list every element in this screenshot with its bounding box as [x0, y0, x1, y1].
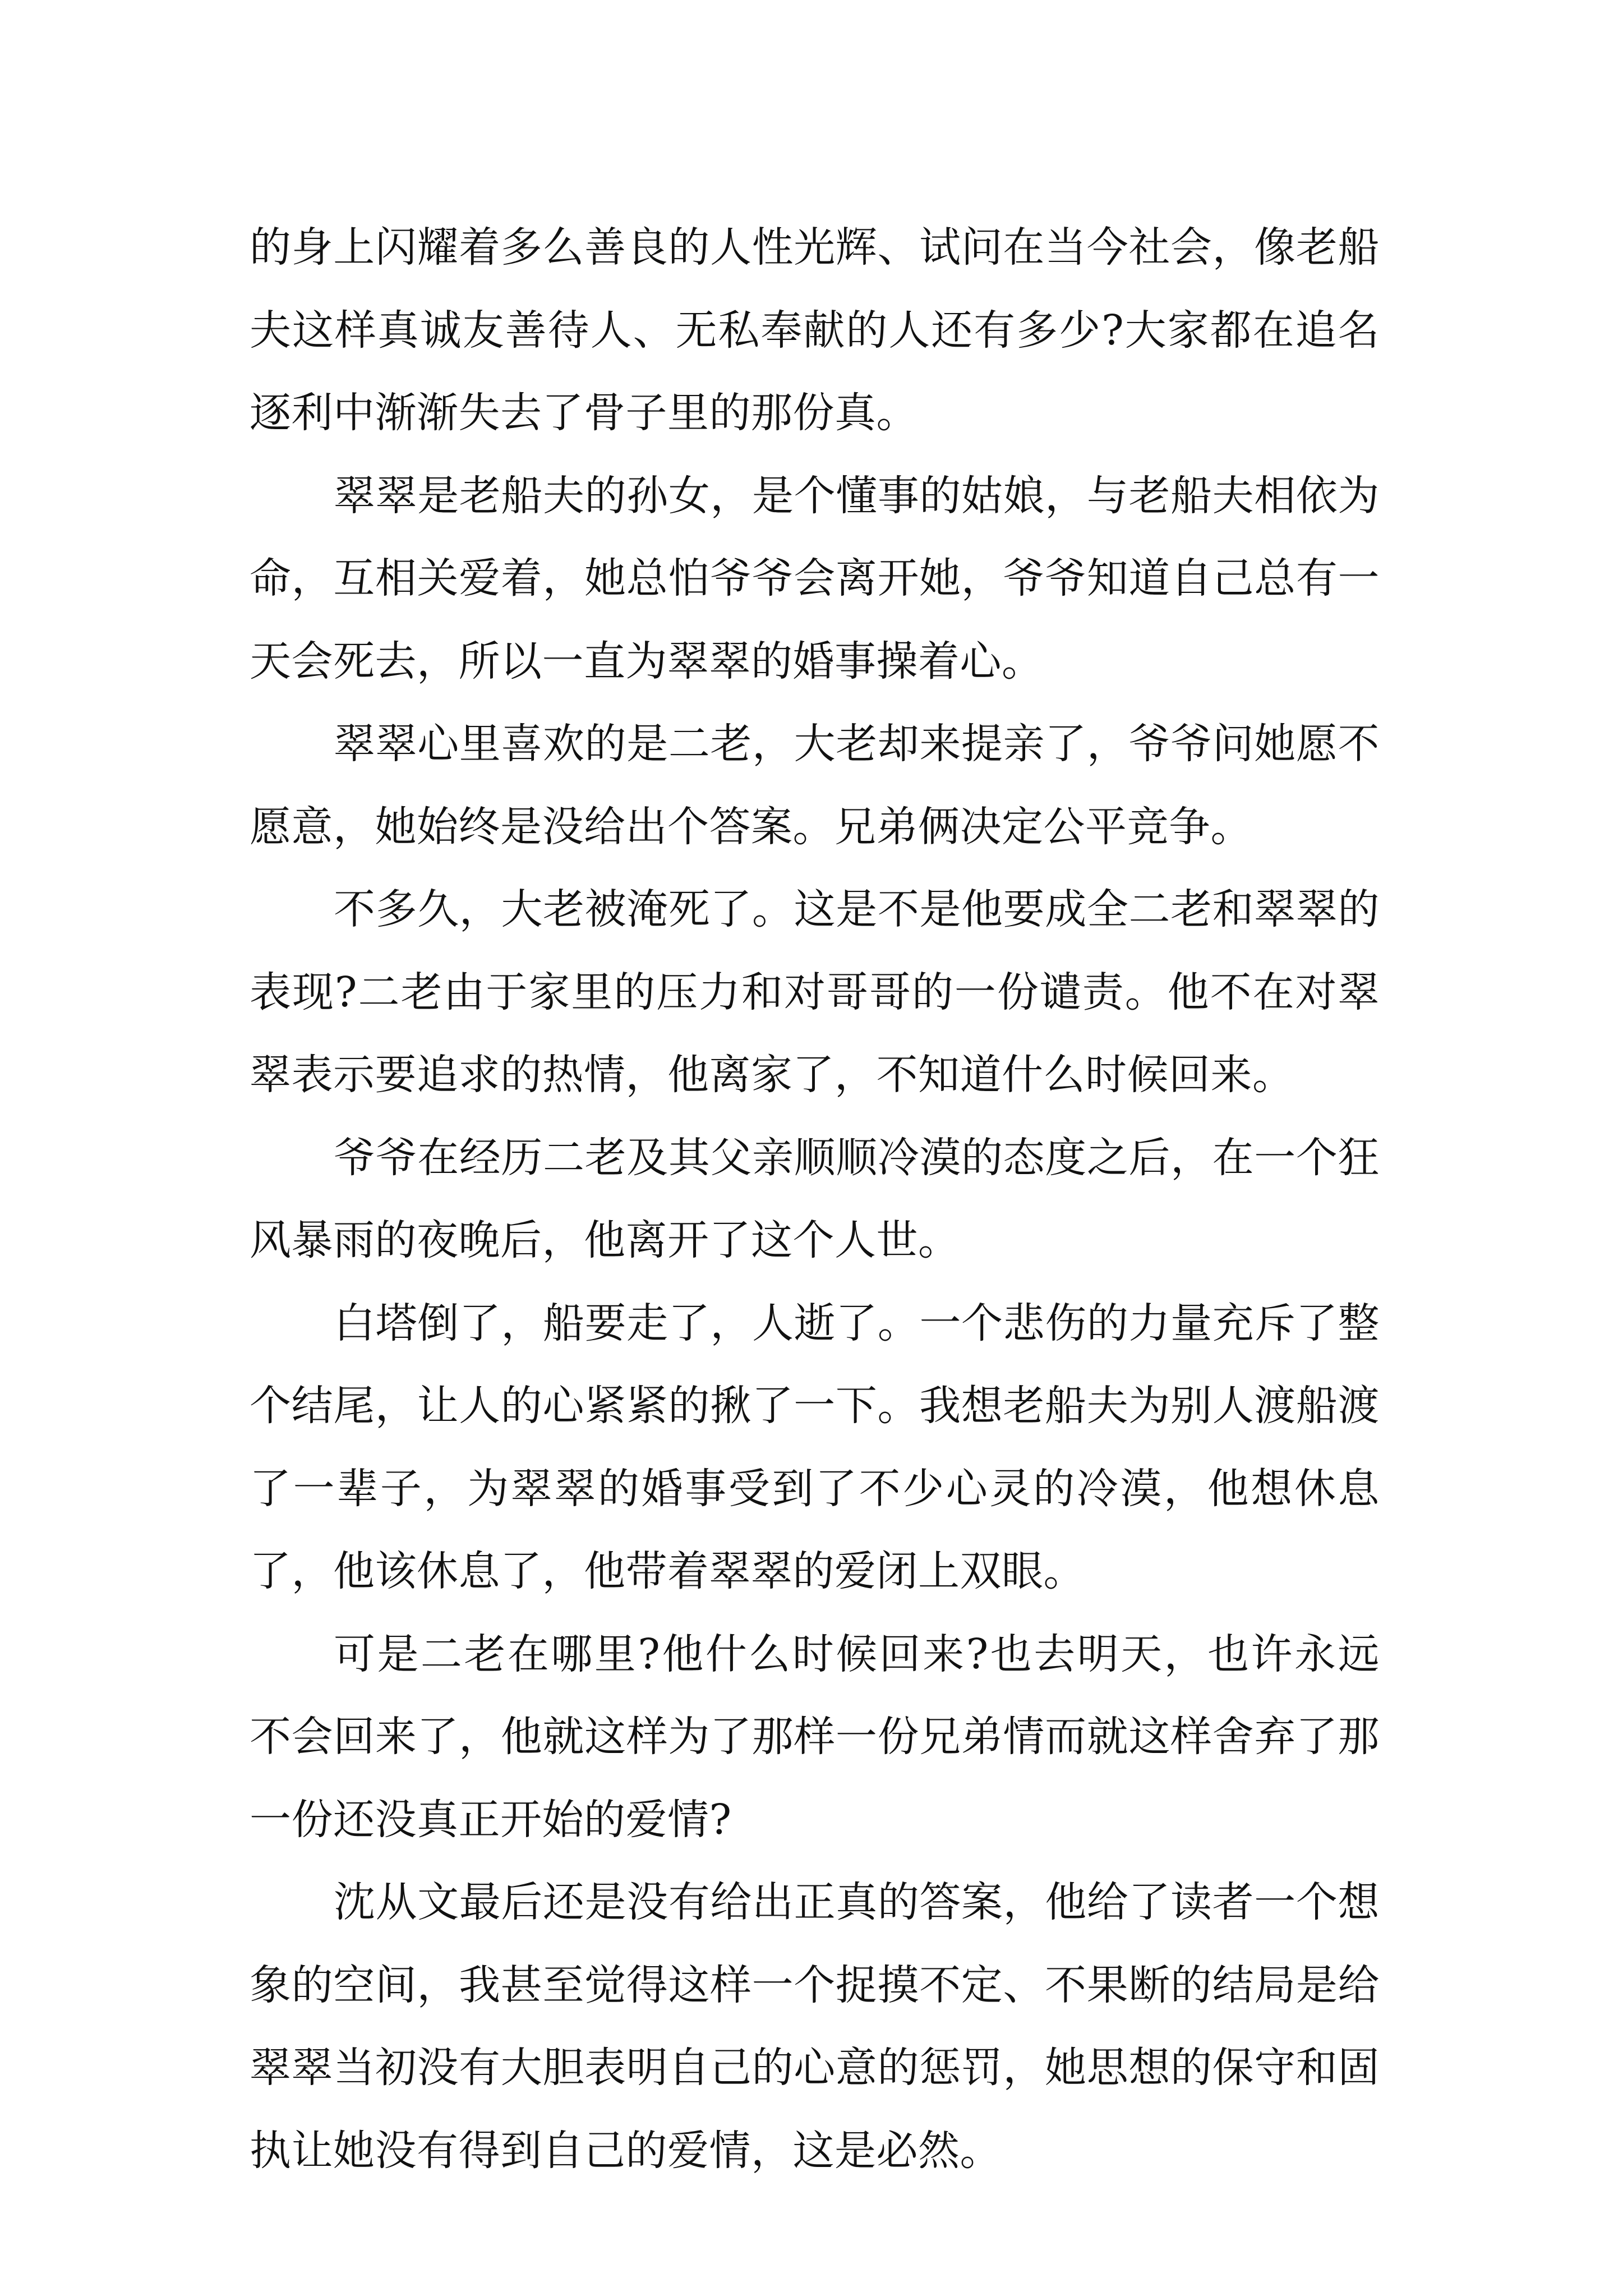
paragraph-4: 不多久，大老被淹死了。这是不是他要成全二老和翠翠的表现?二老由于家里的压力和对哥哥的一份谴责。他不在对翠翠表示要追求的热情，他离家了，不知道什么时候回来。 [250, 885, 1380, 1099]
paragraph-2: 翠翠是老船夫的孙女，是个懂事的姑娘，与老船夫相依为命，互相关爱着，她总怕爷爷会离开她，爷爷知道自己总有一天会死去，所以一直为翠翠的婚事操着心。 [250, 471, 1380, 685]
document-body [250, 206, 1380, 2192]
paragraph-7: 可是二老在哪里?他什么时候回来?也去明天，也许永远不会回来了，他就这样为了那样一份兄弟情而就这样舍弃了那一份还没真正开始的爱情? [250, 1630, 1380, 1844]
paragraph-8: 沈从文最后还是没有给出正真的答案，他给了读者一个想象的空间，我甚至觉得这样一个捉摸不定、不果断的结局是给翠翠当初没有大胆表明自己的心意的惩罚，她思想的保守和固执让她没有得到自己的爱情，这是必然。 [250, 1878, 1380, 2175]
paragraph-6: 白塔倒了，船要走了，人逝了。一个悲伤的力量充斥了整个结尾，让人的心紧紧的揪了一下。我想老船夫为别人渡船渡了一辈子，为翠翠的婚事受到了不少心灵的冷漠，他想休息了，他该休息了，他带着翠翠的爱闭上双眼。 [250, 1299, 1380, 1595]
paragraph-5: 爷爷在经历二老及其父亲顺顺冷漠的态度之后，在一个狂风暴雨的夜晚后，他离开了这个人世。 [250, 1133, 1380, 1264]
paragraph-3: 翠翠心里喜欢的是二老，大老却来提亲了，爷爷问她愿不愿意，她始终是没给出个答案。兄弟俩决定公平竞争。 [250, 720, 1380, 851]
paragraph-1: 的身上闪耀着多么善良的人性光辉、试问在当今社会，像老船夫这样真诚友善待人、无私奉献的人还有多少?大家都在追名逐利中渐渐失去了骨子里的那份真。 [250, 223, 1380, 437]
